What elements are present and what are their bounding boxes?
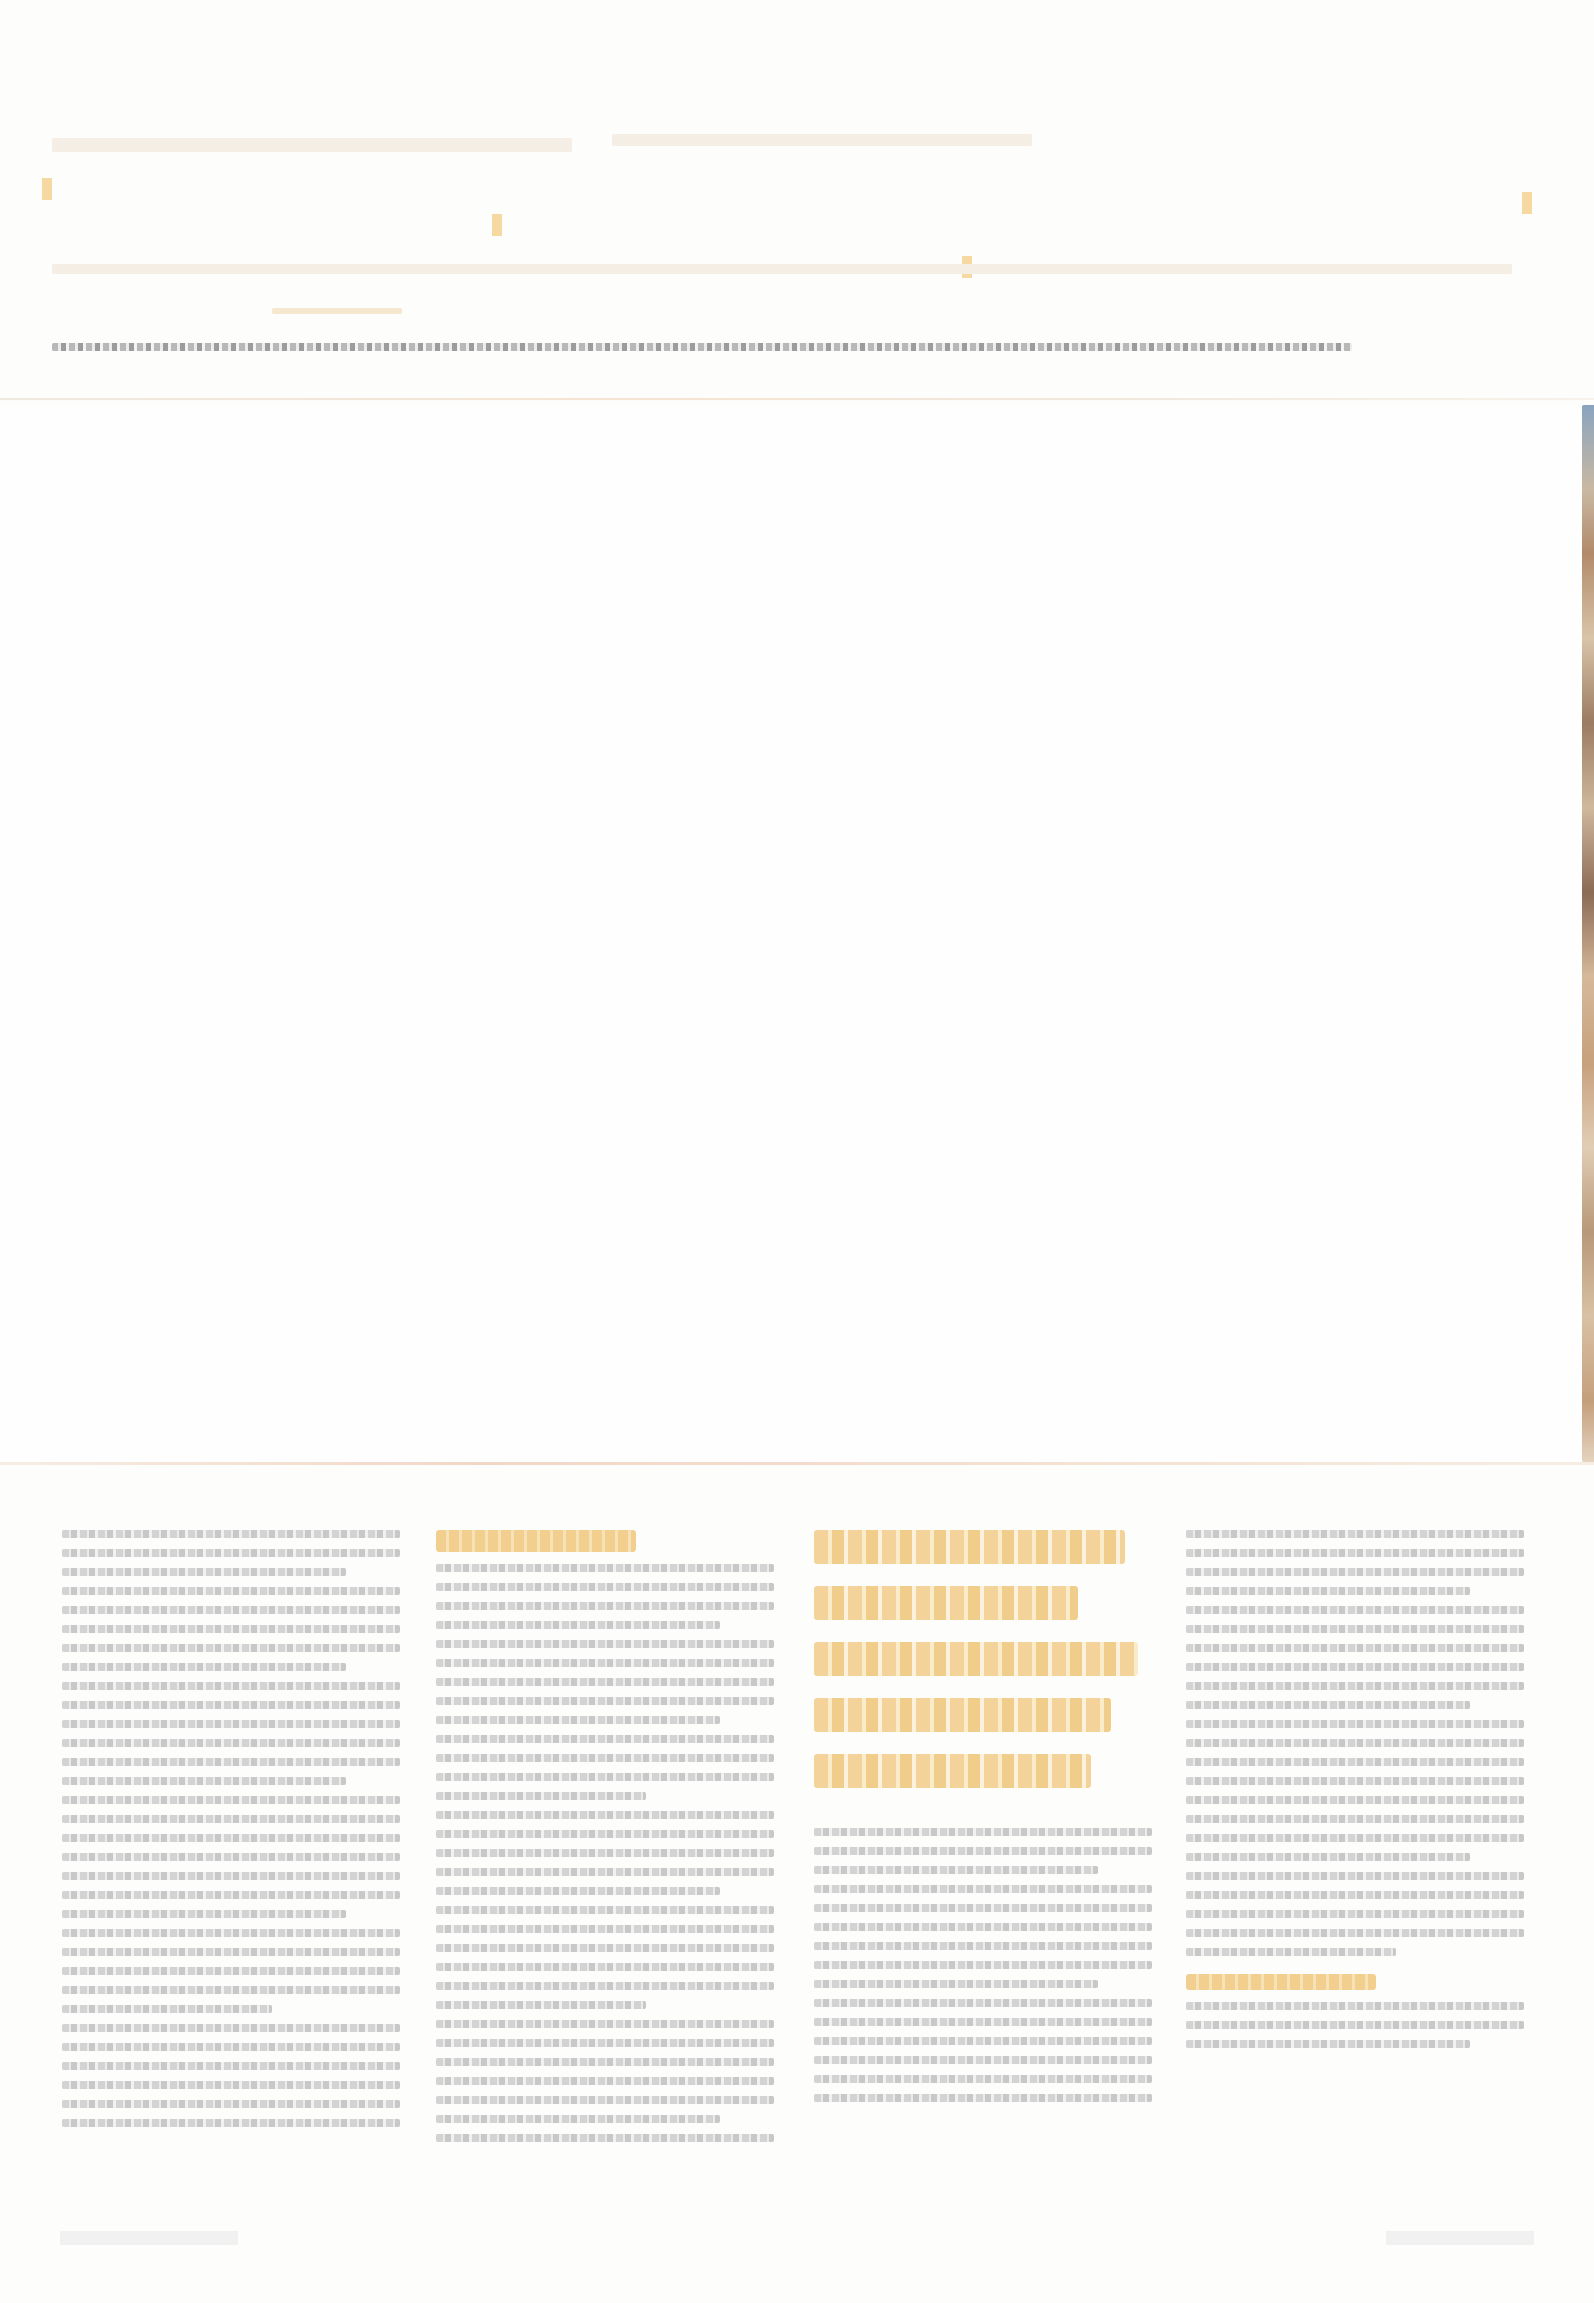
article-header xyxy=(52,118,1542,368)
header-faint-line xyxy=(52,264,1512,274)
photo-edge xyxy=(1582,405,1594,1465)
byline-illegible xyxy=(52,343,1352,351)
header-mark xyxy=(1522,192,1532,214)
header-faint-line xyxy=(272,308,402,314)
page-footer xyxy=(60,2226,1534,2250)
byline xyxy=(52,334,1352,360)
section-heading xyxy=(1186,1974,1376,1990)
footer-left xyxy=(60,2231,238,2245)
pull-quote xyxy=(814,1530,1152,1788)
body-column-3 xyxy=(814,1530,1152,2170)
header-faint-line xyxy=(612,134,1032,146)
body-column-2 xyxy=(436,1530,774,2170)
header-mark xyxy=(42,178,52,200)
body-column-1 xyxy=(62,1530,400,2170)
body-column-4 xyxy=(1186,1530,1524,2170)
section-heading xyxy=(436,1530,636,1552)
header-faint-line xyxy=(52,138,572,152)
footer-right xyxy=(1386,2231,1534,2245)
top-rule xyxy=(0,398,1594,400)
feature-photo xyxy=(0,405,1594,1465)
header-mark xyxy=(492,214,502,236)
photo-bottom-rule xyxy=(0,1462,1594,1465)
